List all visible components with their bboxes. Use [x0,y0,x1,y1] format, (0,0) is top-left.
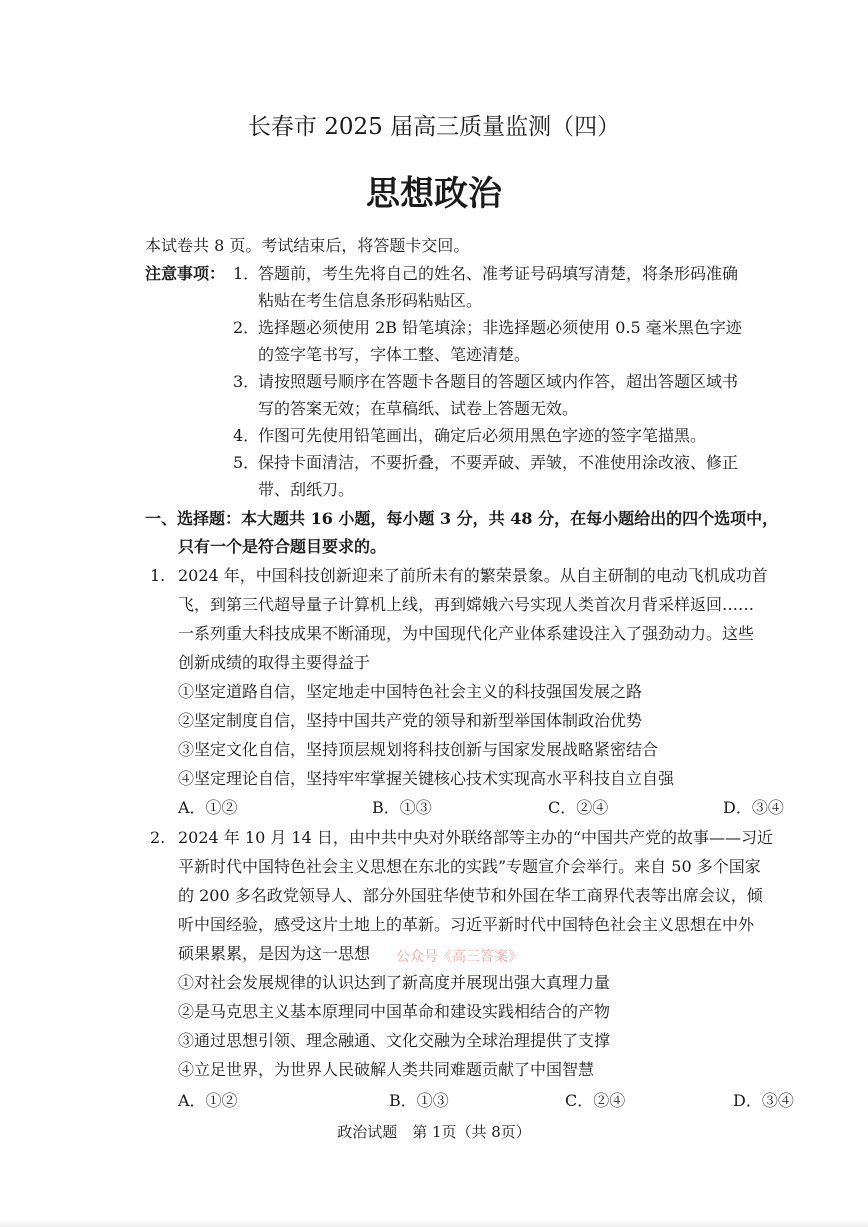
watermark-text: 公众号《高三答案》 [396,949,522,965]
intro-text: 本试卷共 8 页。考试结束后，将答题卡交回。 [145,236,470,255]
notice-5-line-1: 保持卡面清洁，不要折叠，不要弄破、弄皱，不准使用涂改液、修正 [258,453,739,472]
question-2-option-d: D．③④ [733,1091,794,1110]
question-2-statement-2: ②是马克思主义基本原理同中国革命和建设实践相结合的产物 [178,1002,611,1021]
notice-3-num: 3． [233,372,260,391]
question-2-statement-4: ④立足世界，为世界人民破解人类共同难题贡献了中国智慧 [178,1060,595,1079]
question-1-statement-2: ②坚定制度自信，坚持中国共产党的领导和新型举国体制政治优势 [178,711,643,730]
question-2-option-b: B．①③ [389,1091,449,1110]
page-footer: 政治试题 第 1页（共 8页） [337,1123,531,1141]
question-2-number: 2. [150,828,166,847]
question-1-option-a: A．①② [178,798,238,817]
question-2-stem-line: 2024 年 10 月 14 日，由中共中央对外联络部等主办的“中国共产党的故事——习近 [178,828,774,847]
question-2-statement-3: ③通过思想引领、理念融通、文化交融为全球治理提供了支撑 [178,1031,611,1050]
question-1-stem-line: 一系列重大科技成果不断涌现，为中国现代化产业体系建设注入了强劲动力。这些 [178,624,755,643]
notice-3-line-1: 请按照题号顺序在答题卡各题目的答题区域内作答，超出答题区域书 [258,372,739,391]
notice-1-num: 1． [233,264,260,283]
notice-4-num: 4． [233,426,260,445]
question-2-option-a: A．①② [178,1091,238,1110]
section-heading-line-2: 只有一个是符合题目要求的。 [178,537,387,556]
notice-1-line-2: 粘贴在考生信息条形码粘贴区。 [258,291,483,310]
notice-2-line-2: 的签字笔书写，字体工整、笔迹清楚。 [258,345,531,364]
notice-3-line-2: 写的答案无效；在草稿纸、试卷上答题无效。 [258,399,579,418]
notice-2-num: 2． [233,318,260,337]
question-2-stem-line: 听中国经验，感受这片土地上的革新。习近平新时代中国特色社会主义思想在中外 [178,915,755,934]
question-2-stem-line: 平新时代中国特色社会主义思想在东北的实践”专题宣介会举行。来自 50 多个国家 [178,857,761,876]
notice-5-line-2: 带、刮纸刀。 [258,480,355,499]
question-1-stem-line: 飞，到第三代超导量子计算机上线，再到嫦娥六号实现人类首次月背采样返回…… [178,595,755,614]
question-1-statement-1: ①坚定道路自信，坚定地走中国特色社会主义的科技强国发展之路 [178,682,643,701]
question-1-option-d: D．③④ [723,798,784,817]
question-2-statement-1: ①对社会发展规律的认识达到了新高度并展现出强大真理力量 [178,973,611,992]
question-1-statement-3: ③坚定文化自信，坚持顶层规划将科技创新与国家发展战略紧密结合 [178,740,659,759]
notice-5-num: 5． [233,453,260,472]
notice-2-line-1: 选择题必须使用 2B 铅笔填涂；非选择题必须使用 0.5 毫米黑色字迹 [258,318,742,337]
question-1-option-b: B．①③ [372,798,432,817]
notice-1-line-1: 答题前，考生先将自己的姓名、准考证号码填写清楚，将条形码准确 [258,264,739,283]
section-heading-line-1: 一、选择题：本大题共 16 小题，每小题 3 分，共 48 分，在每小题给出的四个选项中， [145,509,779,528]
question-2-stem-line: 的 200 多名政党领导人、部分外国驻华使节和外国在华工商界代表等出席会议，倾 [178,886,763,905]
page-bottom-edge [0,1219,868,1227]
exam-title: 长春市 2025 届高三质量监测（四） [247,114,621,140]
question-1-number: 1. [150,566,166,585]
notice-4-line-1: 作图可先使用铅笔画出，确定后必须用黑色字迹的签字笔描黑。 [258,426,707,445]
notice-label: 注意事项： [145,264,226,283]
question-1-statement-4: ④坚定理论自信，坚持牢牢掌握关键核心技术实现高水平科技自立自强 [178,769,675,788]
question-1-stem-line: 2024 年，中国科技创新迎来了前所未有的繁荣景象。从自主研制的电动飞机成功首 [178,566,768,585]
question-1-option-c: C．②④ [548,798,609,817]
question-1-stem-line: 创新成绩的取得主要得益于 [178,653,371,672]
question-2-option-c: C．②④ [565,1091,626,1110]
question-2-stem-line: 硕果累累，是因为这一思想 [178,944,371,963]
subject-title: 思想政治 [366,174,502,214]
